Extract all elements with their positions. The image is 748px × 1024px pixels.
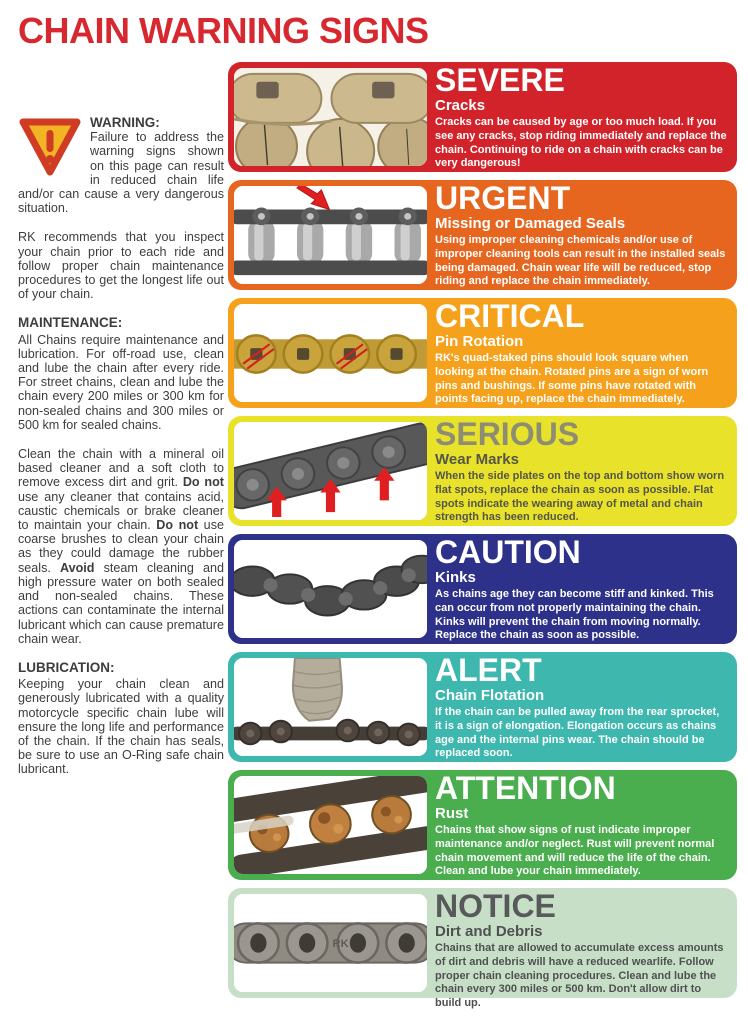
kinked-chain-photo	[234, 540, 427, 638]
band-alert	[228, 652, 737, 762]
sidebar-warning-heading: WARNING:	[90, 115, 160, 130]
sidebar-warning-text: Failure to address the warning signs shown on this page can result in reduced chain life and/or can cause a very dangerous situation.	[18, 130, 224, 216]
band-critical	[228, 298, 737, 408]
band-notice	[228, 888, 737, 1010]
rk-recommends-paragraph: RK recommends that you inspect your chain prior to each ride and follow proper chain maintenance procedures to get the longest life out of your chain.	[18, 230, 224, 302]
band-subtitle-serious: Wear Marks	[435, 451, 519, 468]
band-subtitle-severe: Cracks	[435, 97, 486, 114]
band-title-caution: CAUTION	[435, 534, 581, 570]
band-title-attention: ATTENTION	[435, 770, 616, 806]
band-body-alert: If the chain can be pulled away from the rear sprocket, it is a sign of elongation. Elongation occurs as chains age and the internal pins wear. The chain should be replaced soon.	[435, 706, 720, 760]
dirty-chain-photo	[234, 894, 427, 992]
chain-flotation-photo	[234, 658, 427, 756]
band-subtitle-notice: Dirt and Debris	[435, 923, 543, 940]
band-subtitle-attention: Rust	[435, 805, 469, 822]
band-subtitle-critical: Pin Rotation	[435, 333, 524, 350]
band-attention	[228, 770, 737, 880]
rusty-chain-photo	[234, 776, 427, 874]
warning-paragraph	[18, 116, 224, 215]
band-serious	[228, 416, 737, 526]
band-subtitle-alert: Chain Flotation	[435, 687, 545, 704]
band-subtitle-caution: Kinks	[435, 569, 476, 586]
band-title-alert: ALERT	[435, 652, 542, 688]
cleaning-paragraph: Clean the chain with a mineral oil based cleaner and a soft cloth to remove excess dirt and grit. Do not use any cleaner that contains acid, caustic chemicals or brake cleaner to maintain your chain. Do not use coarse brushes to clean your chain as they could damage the rubber seals. Avoid steam cleaning and high pressure water on both sealed and non-sealed chains. These actions can contaminate the internal lubricant which can cause premature chain wear.	[18, 447, 225, 646]
band-severe	[228, 62, 737, 172]
band-body-critical: RK's quad-staked pins should look square when looking at the chain. Rotated pins are a sign of worn pins and bushings. If some pins have rotated with points facing up, replace the chain immediately.	[435, 352, 709, 406]
band-title-notice: NOTICE	[435, 888, 556, 924]
svg-text:RK: RK	[332, 938, 349, 950]
band-title-urgent: URGENT	[435, 180, 571, 216]
band-urgent	[228, 180, 737, 290]
band-body-attention: Chains that show signs of rust indicate improper maintenance and/or neglect. Rust will prevent normal chain movement and will reduce the life of the chain. Clean and lube your chain immediately.	[435, 824, 715, 878]
damaged-seals-chain-photo	[234, 186, 427, 284]
sidebar-lubrication-heading: LUBRICATION:	[18, 659, 115, 675]
rotated-pins-chain-photo	[234, 304, 427, 402]
band-title-critical: CRITICAL	[435, 298, 585, 334]
band-body-caution: As chains age they can become stiff and kinked. This can occur from not properly maintaining the chain. Kinks will prevent the chain from moving normally. Replace the chain as soon as possible.	[435, 588, 714, 642]
band-caution	[228, 534, 737, 644]
wear-marks-chain-photo	[234, 422, 427, 520]
band-title-severe: SEVERE	[435, 62, 565, 98]
warning-bands-column	[228, 62, 737, 1010]
lubrication-paragraph: Keeping your chain clean and generously lubricated with a quality motorcycle specific chain lube will ensure the long life and performance of the chain. If the chain has seals, be sure to use an O-Ring safe chain lubricant.	[18, 677, 224, 777]
band-body-notice: Chains that are allowed to accumulate excess amounts of dirt and debris will have a reduced wearlife. Follow proper chain cleaning procedures. Clean and lube the chain every 300 miles or 500 km. Don't allow dirt to build up.	[435, 942, 724, 1010]
page-title: CHAIN WARNING SIGNS	[18, 10, 429, 51]
warning-triangle-icon	[18, 118, 82, 178]
band-body-urgent: Using improper cleaning chemicals and/or use of improper cleaning tools can result in the installed seals being damaged. Chain wear life will be reduced, stop riding and replace the chain immediately.	[435, 234, 726, 288]
maintenance-paragraph: All Chains require maintenance and lubrication. For off-road use, clean and lube the chain after every ride. For street chains, clean and lube the chain every 200 miles or 300 km for non-sealed chains and 300 miles or 500 km for sealed chains.	[18, 332, 224, 432]
sidebar-maintenance-heading: MAINTENANCE:	[18, 315, 123, 331]
band-subtitle-urgent: Missing or Damaged Seals	[435, 215, 626, 232]
band-body-severe: Cracks can be caused by age or too much load. If you see any cracks, stop riding immediately and replace the chain. Continuing to ride on a chain with cracks can be very dangerous!	[435, 116, 727, 170]
sidebar-info-column	[18, 116, 224, 792]
band-body-serious: When the side plates on the top and bottom show worn flat spots, replace the chain as soon as possible. Flat spots indicate the wearing away of metal and chain strength has been reduced.	[435, 470, 725, 524]
band-title-serious: SERIOUS	[435, 416, 580, 452]
cracked-chain-photo	[234, 68, 427, 166]
